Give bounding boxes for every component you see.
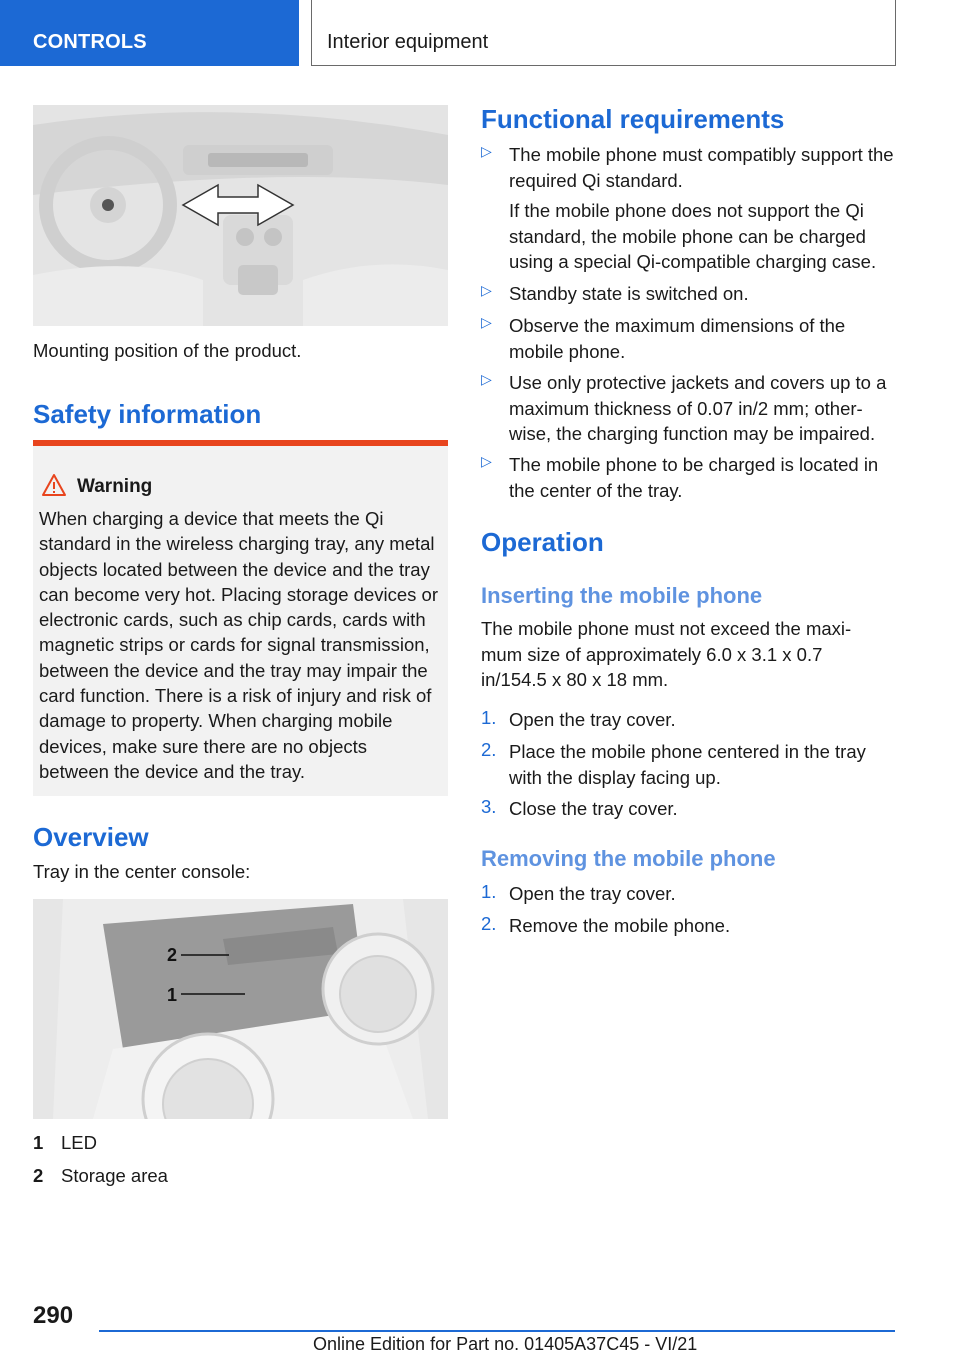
section-title: CONTROLS xyxy=(33,31,147,53)
warning-icon xyxy=(41,473,67,497)
step-text: Remove the mobile phone. xyxy=(509,915,731,936)
warning-box xyxy=(33,440,448,796)
bullet-text: Observe the maximum dimensions of the mobile phone. xyxy=(509,315,846,362)
figure1-caption: Mounting position of the product. xyxy=(33,340,302,361)
tray-figure xyxy=(33,899,448,1119)
safety-heading: Safety information xyxy=(33,399,262,429)
legend-key: 1 xyxy=(33,1132,44,1153)
bullet-text: The mobile phone must compatibly support the required Qi standard. xyxy=(509,144,894,191)
callout-label-2: 2 xyxy=(167,945,178,965)
overview-heading: Overview xyxy=(33,822,149,852)
bullet-subtext: If the mobile phone does not support the Qi standard, the mobile phone can be charged using a special Qi-compatible charging case. xyxy=(509,200,877,272)
bullet-text: Standby state is switched on. xyxy=(509,283,749,304)
legend-value: Storage area xyxy=(61,1165,168,1186)
bullet-triangle-icon: ▷ xyxy=(481,282,492,298)
step-text: Open the tray cover. xyxy=(509,709,676,730)
inserting-text: The mobile phone must not exceed the maxi‐mum size of approximately 6.0 x 3.1 x 0.7 in/154.5 x 80 x 18 mm. xyxy=(481,618,852,690)
interior-figure xyxy=(33,105,448,326)
step-number: 2. xyxy=(481,739,497,760)
section-tab xyxy=(0,0,299,66)
step-number: 1. xyxy=(481,881,497,902)
step-number: 3. xyxy=(481,796,497,817)
chapter-tab xyxy=(311,0,896,66)
bullet-text: The mobile phone to be charged is located in the center of the tray. xyxy=(509,454,879,501)
tray-illustration xyxy=(33,899,448,1119)
legend-value: LED xyxy=(61,1132,97,1153)
bullet-text: Use only protective jackets and covers up to a maximum thickness of 0.07 in/2 mm; other‐wise, the charging function may be impaired. xyxy=(509,372,887,444)
page-number: 290 xyxy=(33,1302,74,1329)
operation-heading: Operation xyxy=(481,527,604,557)
inserting-heading: Inserting the mobile phone xyxy=(481,583,763,608)
footer-rule xyxy=(99,1330,895,1332)
bullet-triangle-icon: ▷ xyxy=(481,314,492,330)
legend-key: 2 xyxy=(33,1165,44,1186)
warning-title: Warning xyxy=(77,476,153,497)
interior-illustration xyxy=(33,105,448,326)
warning-text: When charging a device that meets the Qi standard in the wireless charging tray, any metal objects located between the device and the tray can become very hot. Placing storage devices or electronic cards, such as chip cards, cards with magnetic strips or cards for signal transmission, between the device and the tray may impair the card function. There is a risk of injury and risk of damage to property. When charging mobile devices, make sure there are no objects between the device and the tray. xyxy=(39,508,438,782)
step-number: 1. xyxy=(481,707,497,728)
removing-heading: Removing the mobile phone xyxy=(481,846,776,871)
overview-text: Tray in the center console: xyxy=(33,861,251,882)
step-text: Open the tray cover. xyxy=(509,883,676,904)
bullet-triangle-icon: ▷ xyxy=(481,453,492,469)
functional-heading: Functional requirements xyxy=(481,104,785,134)
step-text: Close the tray cover. xyxy=(509,798,678,819)
step-text: Place the mobile phone centered in the tray with the display facing up. xyxy=(509,741,866,788)
callout-label-1: 1 xyxy=(167,985,178,1005)
bullet-triangle-icon: ▷ xyxy=(481,371,492,387)
footer-edition: Online Edition for Part no. 01405A37C45 - VI/21 xyxy=(313,1334,698,1354)
bullet-triangle-icon: ▷ xyxy=(481,143,492,159)
chapter-title: Interior equipment xyxy=(327,31,489,53)
step-number: 2. xyxy=(481,913,497,934)
